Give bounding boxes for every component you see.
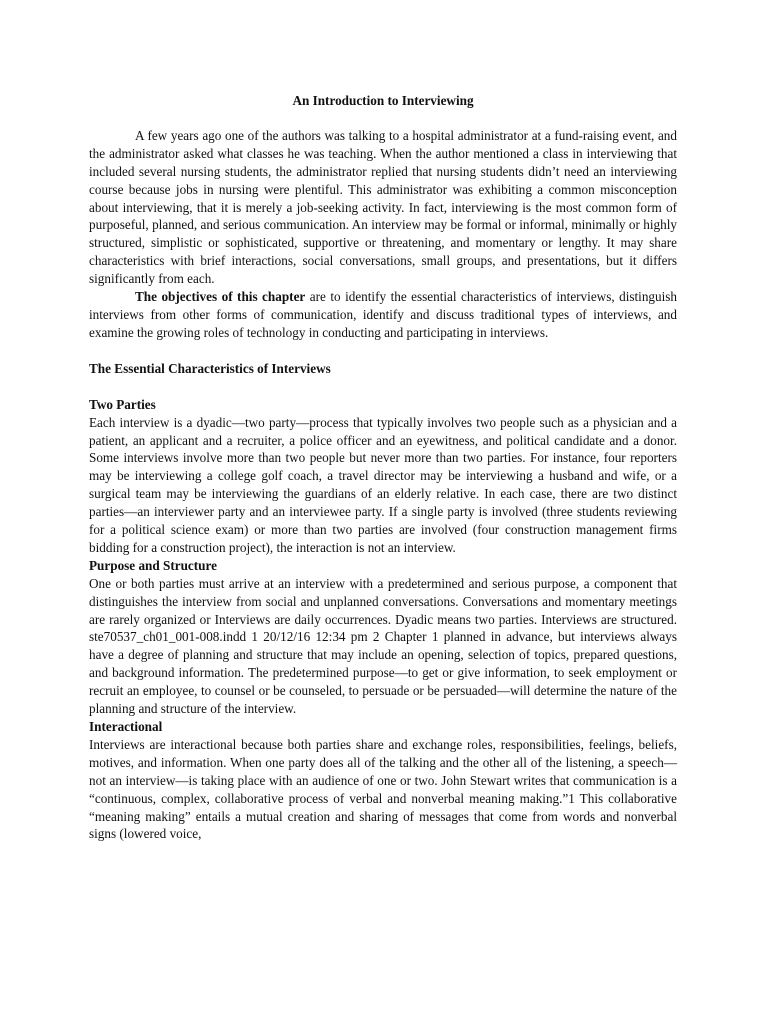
- section-heading: The Essential Characteristics of Interviews: [89, 360, 331, 376]
- objectives-lead: The objectives of this chapter: [135, 289, 306, 305]
- document-title: An Introduction to Interviewing: [292, 93, 474, 108]
- document-page: [89, 92, 677, 843]
- objectives-text: are to identify the essential characteristics of interviews, distinguish interviews from other forms of communication, identify and discuss traditional types of interviews, and examine the growing roles of technology in conducting and participating in interviews.: [89, 289, 677, 340]
- two-parties-paragraph: Each interview is a dyadic—two party—process that typically involves two people such as a physician and a patient, an applicant and a recruiter, a police officer and an eyewitness, and political candidate and a donor. Some interviews involve more than two people but never more than two parties. For instance, four reporters may be interviewing a college golf coach, a travel director may be interviewing a husband and wife, or a surgical team may be interviewing the guardians of an elderly relative. In each case, there are two distinct parties—an interviewer party and an interviewee party. If a single party is involved (three students reviewing for a political science exam) or more than two parties are involved (four construction management firms bidding for a construction project), the interaction is not an interview.: [89, 414, 677, 555]
- objectives-paragraph: [89, 288, 677, 342]
- two-parties-heading: Two Parties: [89, 396, 156, 412]
- purpose-structure-paragraph: One or both parties must arrive at an interview with a predetermined and serious purpose, a component that distinguishes the interview from social and unplanned conversations. Conversations and momentary meetings are rarely organized or Interviews are daily occurrences. Dyadic means two parties. Interviews are structured. ste70537_ch01_001-008.indd 1 20/12/16 12:34 pm 2 Chapter 1 planned in advance, but interviews always have a degree of planning and structure that may include an opening, selection of topics, prepared questions, and background information. The predetermined purpose—to get or give information, to seek employment or recruit an employee, to counsel or be counseled, to persuade or be persuaded—will determine the nature of the planning and structure of the interview.: [89, 575, 677, 717]
- interactional-paragraph: Interviews are interactional because both parties share and exchange roles, responsibilities, feelings, beliefs, motives, and information. When one party does all of the talking and the other all of the listening, a speech—not an interview—is taking place with an audience of one or two. John Stewart writes that communication is a “continuous, complex, collaborative process of verbal and nonverbal meaning making.”1 This collaborative “meaning making” entails a mutual creation and sharing of messages that come from words and nonverbal signs (lowered voice,: [89, 736, 677, 842]
- interactional-heading: Interactional: [89, 719, 163, 734]
- intro-paragraph: A few years ago one of the authors was talking to a hospital administrator at a fund-raising event, and the administrator asked what classes he was teaching. When the author mentioned a class in interviewing that included several nursing students, the administrator replied that nursing students didn’t need an interviewing course because jobs in nursing were plentiful. This administrator was exhibiting a common misconception about interviewing, that it is merely a job-seeking activity. In fact, interviewing is the most common form of purposeful, planned, and serious communication. An interview may be formal or informal, minimally or highly structured, simplistic or sophisticated, supportive or threatening, and momentary or lengthy. It may share characteristics with brief interactions, social conversations, small groups, and presentations, but it differs significantly from each.: [89, 127, 677, 287]
- purpose-structure-heading: Purpose and Structure: [89, 557, 217, 573]
